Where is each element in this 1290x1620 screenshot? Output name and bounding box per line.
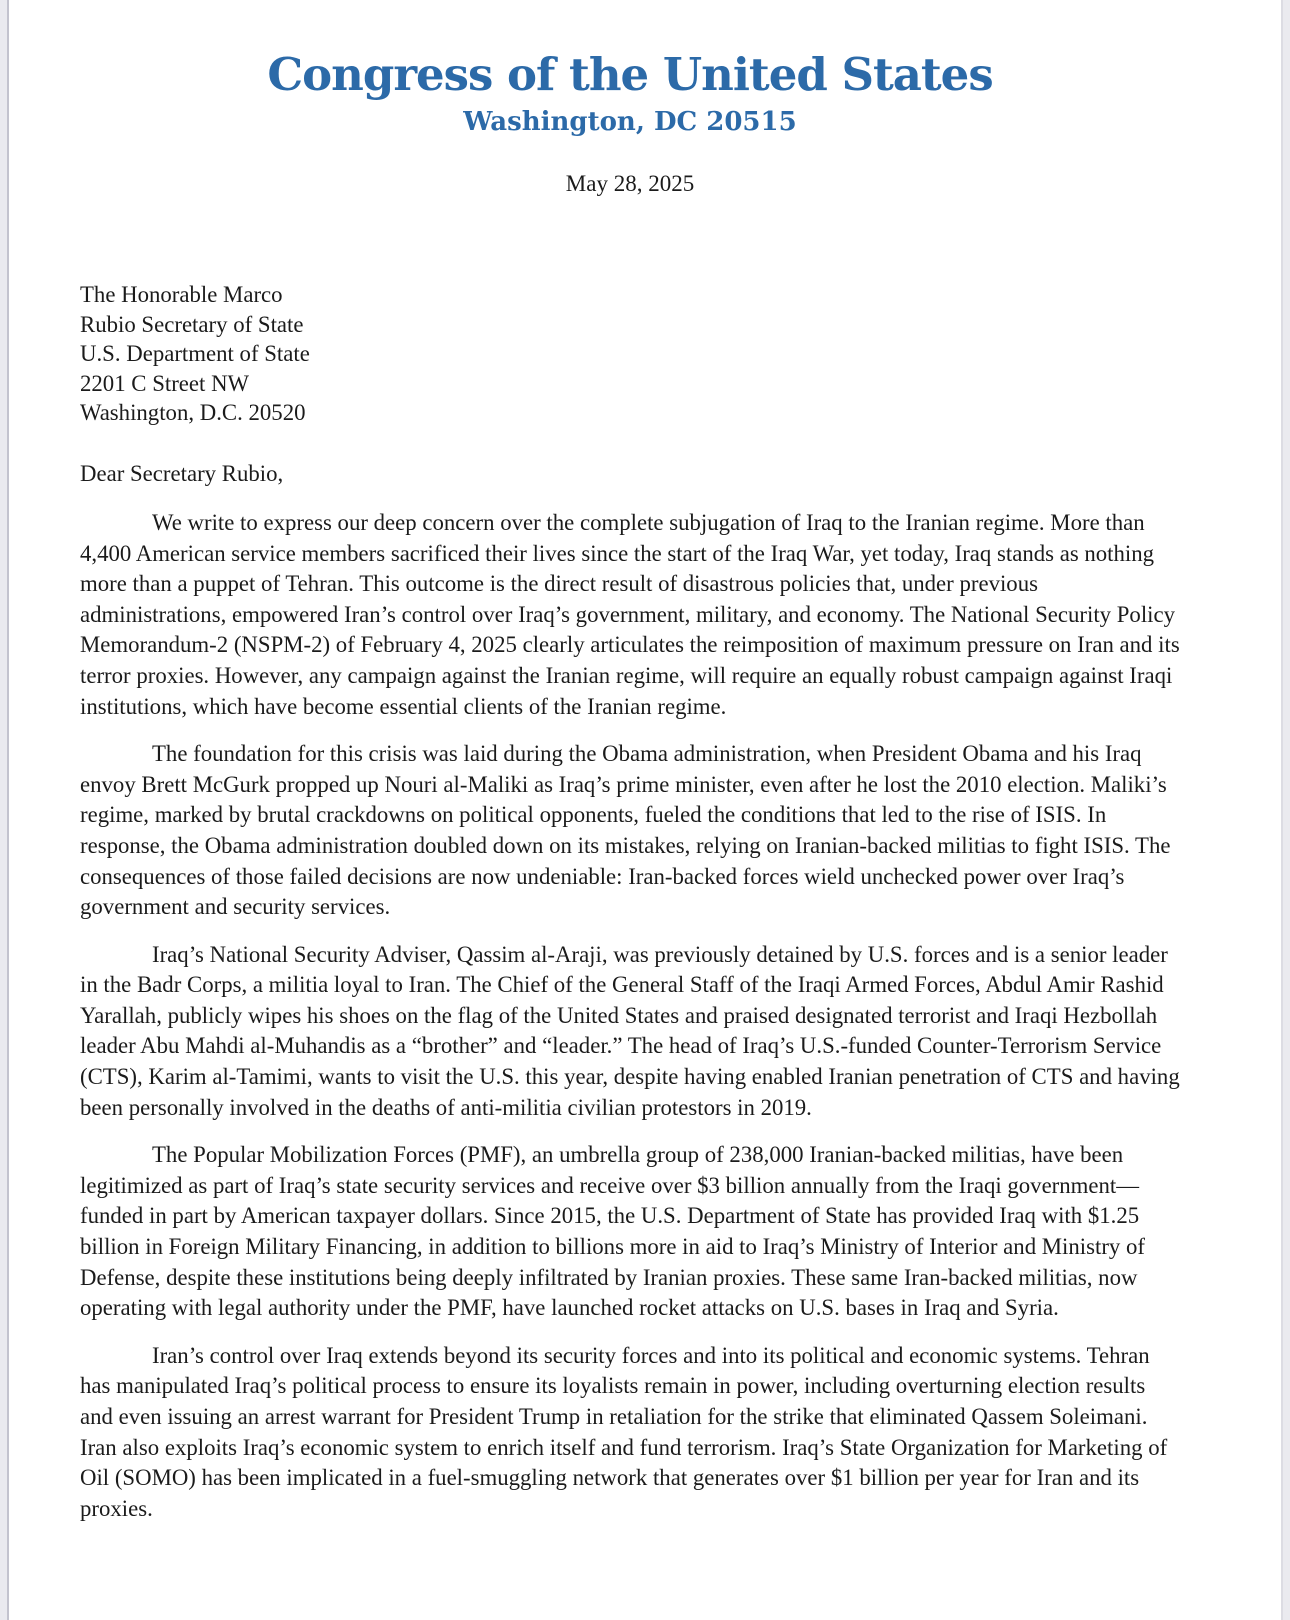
letter-paragraph: We write to express our deep concern over the complete subjugation of Iraq to the Iranian regime. More than 4,400 American service members sacrificed their lives since the start of the Iraq War, yet today, Iraq stands as nothing more than a puppet of Tehran. This outcome is the direct result of disastrous policies that, under previous administrations, empowered Iran’s control over Iraq’s government, military, and economy. The National Security Policy Memorandum-2 (NSPM-2) of February 4, 2025 clearly articulates the reimposition of maximum pressure on Iran and its terror proxies. However, any campaign against the Iranian regime, will require an equally robust campaign against Iraqi institutions, which have become essential clients of the Iranian regime. [80, 509, 1180, 719]
letter-body [80, 508, 1180, 1524]
recipient-line: The Honorable Marco [80, 282, 283, 307]
letter-paragraph: The Popular Mobilization Forces (PMF), an umbrella group of 238,000 Iranian-backed militias, have been legitimized as part of Iraq’s state security services and receive over $3 billion annually from the Iraqi government—funded in part by American taxpayer dollars. Since 2015, the U.S. Department of State has provided Iraq with $1.25 billion in Foreign Military Financing, in addition to billions more in aid to Iraq’s Ministry of Interior and Ministry of Defense, despite these institutions being deeply infiltrated by Iranian proxies. These same Iran-backed militias, now operating with legal authority under the PMF, have launched rocket attacks on U.S. bases in Iraq and Syria. [80, 1142, 1146, 1321]
letter-date: May 28, 2025 [565, 171, 695, 196]
letter-paragraph: Iraq’s National Security Adviser, Qassim al-Araji, was previously detained by U.S. forces and is a senior leader in the Badr Corps, a militia loyal to Iran. The Chief of the General Staff of the Iraqi Armed Forces, Abdul Amir Rashid Yarallah, publicly wipes his shoes on the flag of the United States and praised designated terrorist and Iraqi Hezbollah leader Abu Mahdi al-Muhandis as a “brother” and “leader.” The head of Iraq’s U.S.-funded Counter-Terrorism Service (CTS), Karim al-Tamimi, wants to visit the U.S. this year, despite having enabled Iranian penetration of CTS and having been personally involved in the deaths of anti-militia civilian protestors in 2019. [80, 941, 1180, 1120]
page-edge-right [1281, 0, 1290, 1620]
recipient-line: Rubio Secretary of State [80, 311, 304, 337]
recipient-line: Washington, D.C. 20520 [80, 400, 306, 426]
letter-content [80, 0, 1180, 1541]
page-edge-left [0, 0, 9, 1620]
recipient-line: U.S. Department of State [80, 341, 310, 367]
salutation: Dear Secretary Rubio, [80, 460, 284, 486]
letterhead-location: Washington, DC 20515 [463, 107, 797, 137]
recipient-line: 2201 C Street NW [80, 370, 250, 396]
letterhead-organization: Congress of the United States [267, 48, 993, 101]
congressional-letterhead [80, 0, 1180, 138]
letter-paragraph: The foundation for this crisis was laid during the Obama administration, when President Obama and his Iraq envoy Brett McGurk propped up Nouri al-Maliki as Iraq’s prime minister, even after he lost the 2010 election. Maliki’s regime, marked by brutal crackdowns on political opponents, fueled the conditions that led to the rise of ISIS. In response, the Obama administration doubled down on its mistakes, relying on Iranian-backed militias to fight ISIS. The consequences of those failed decisions are now undeniable: Iran-backed forces wield unchecked power over Iraq’s government and security services. [80, 741, 1171, 920]
letter-paragraph: Iran’s control over Iraq extends beyond its security forces and into its political and economic systems. Tehran has manipulated Iraq’s political process to ensure its loyalists remain in power, including overturning election results and even issuing an arrest warrant for President Trump in retaliation for the strike that eliminated Qassem Soleimani. Iran also exploits Iraq’s economic system to enrich itself and fund terrorism. Iraq’s State Organization for Marketing of Oil (SOMO) has been implicated in a fuel-smuggling network that generates over $1 billion per year for Iran and its proxies. [80, 1342, 1168, 1521]
recipient-address-block [80, 280, 1180, 428]
